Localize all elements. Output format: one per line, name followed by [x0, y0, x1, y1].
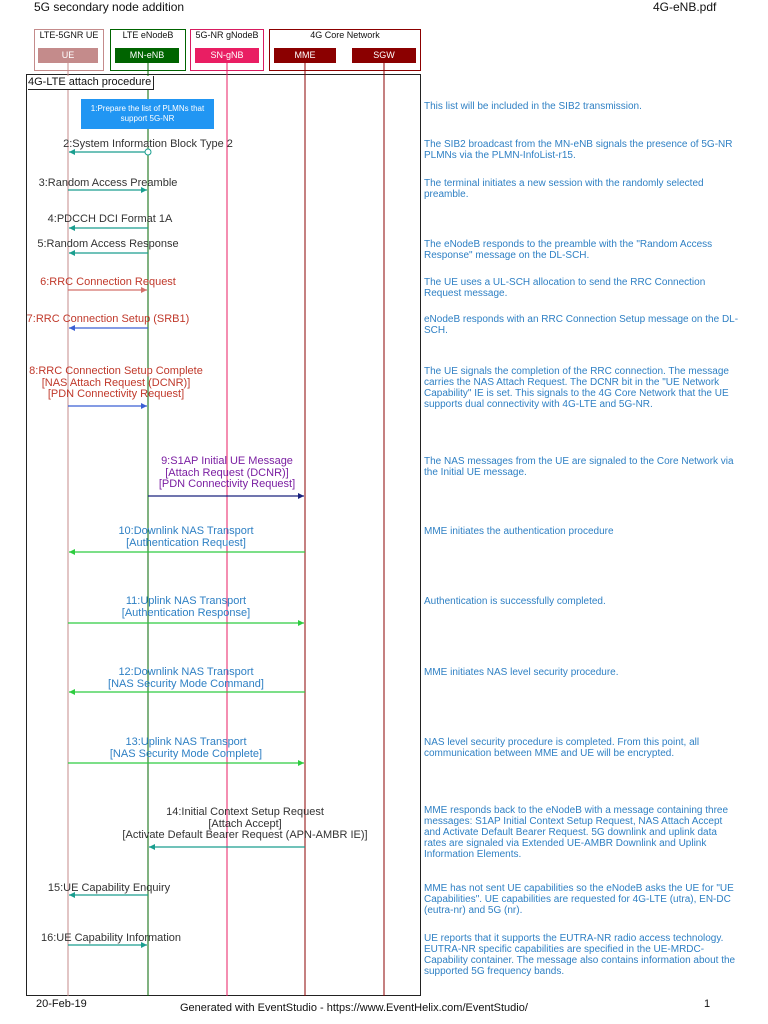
note-9: MME initiates the authentication procedure [424, 526, 614, 537]
file-name: 4G-eNB.pdf [653, 0, 717, 14]
group-label: 5G-NR gNodeB [195, 30, 259, 40]
entity-ue: UE [38, 48, 98, 63]
message-label-16 [30, 933, 192, 945]
message-line: 2:System Information Block Type 2 [63, 138, 233, 150]
message-label-4 [40, 214, 180, 226]
message-line: [Authentication Response] [121, 606, 251, 619]
note-5: The UE uses a UL-SCH allocation to send the RRC Connection Request message. [424, 277, 706, 299]
message-label-5 [30, 239, 186, 251]
message-line: 7:RRC Connection Setup (SRB1) [26, 313, 190, 325]
note-1: This list will be included in the SIB2 transmission. [424, 101, 642, 112]
message-label-14 [100, 807, 390, 842]
note-10: Authentication is successfully completed. [424, 596, 606, 607]
note-13: MME responds back to the eNodeB with a message containing three messages: S1AP Initial Context Setup Request, NAS Attach Accept and Activate Default Bearer Request. 5G downlink and uplink data rates are signaled via Extended UE-AMBR Downlink and Uplink Information Elements. [424, 805, 729, 860]
message-line: 16:UE Capability Information [40, 932, 181, 944]
footer-date: 20-Feb-19 [36, 998, 87, 1010]
message-line: 12:Downlink NAS Transport [118, 666, 254, 678]
message-label-3 [30, 178, 186, 190]
entity-sgw: SGW [352, 48, 416, 63]
action-box-prepare-plmn-list [81, 99, 214, 129]
entity-mme: MME [274, 48, 336, 63]
group-label: LTE eNodeB [122, 30, 174, 40]
note-7: The UE signals the completion of the RRC connection. The message carries the NAS Attach Request. The DCNR bit in the "UE Network Capability" IE is set. This signals to the 4G Core Network that the UE supports dual connectivity with 4G-LTE and 5G-NR. [424, 366, 729, 410]
message-line: [PDN Connectivity Request] [158, 478, 296, 490]
note-14: MME has not sent UE capabilities so the eNodeB asks the UE for "UE Capabilities". UE capabilities are requested for 4G-LTE (utra), EN-DC (eutra-nr) and 5G (nr). [424, 883, 734, 916]
message-label-15 [36, 883, 182, 895]
group-label: LTE-5GNR UE [39, 30, 99, 40]
message-line: [Attach Request (DCNR)] [165, 466, 289, 479]
message-label-10 [100, 526, 272, 549]
note-11: MME initiates NAS level security procedure. [424, 667, 619, 678]
message-line: [NAS Security Mode Complete] [109, 747, 263, 760]
message-label-9 [142, 456, 312, 491]
message-line: [Activate Default Bearer Request (APN-AMBR IE)] [122, 829, 368, 841]
message-line: 4:PDCCH DCI Format 1A [47, 213, 173, 225]
note-6: eNodeB responds with an RRC Connection Setup message on the DL-SCH. [424, 314, 739, 336]
message-line: [Authentication Request] [126, 536, 246, 549]
message-line: [Attach Accept] [208, 817, 282, 830]
procedure-frame-title: 4G-LTE attach procedure [28, 76, 154, 90]
note-12: NAS level security procedure is completed. From this point, all communication between MME and UE will be encrypted. [424, 737, 700, 759]
action-text: 1:Prepare the list of PLMNs that support 5G-NR [90, 104, 205, 123]
message-label-2 [28, 139, 268, 151]
group-label: 4G Core Network [310, 30, 380, 40]
message-line: 9:S1AP Initial UE Message [161, 455, 293, 467]
message-line: 13:Uplink NAS Transport [125, 736, 247, 748]
message-line: 10:Downlink NAS Transport [118, 525, 254, 537]
note-2: The SIB2 broadcast from the MN-eNB signals the presence of 5G-NR PLMNs via the PLMN-InfoList-r15. [424, 139, 733, 161]
message-label-6 [30, 277, 186, 289]
message-line: [PDN Connectivity Request] [47, 388, 185, 400]
message-label-13 [92, 737, 280, 760]
message-line: [NAS Attach Request (DCNR)] [41, 376, 191, 389]
note-8: The NAS messages from the UE are signaled to the Core Network via the Initial UE message. [424, 456, 734, 478]
message-label-8 [26, 366, 206, 401]
message-label-7 [26, 314, 190, 326]
message-label-11 [100, 596, 272, 619]
footer-generated: Generated with EventStudio - https://www.EventHelix.com/EventStudio/ [180, 1002, 528, 1014]
message-line: 3:Random Access Preamble [38, 177, 178, 189]
message-line: 11:Uplink NAS Transport [125, 595, 247, 607]
note-15: UE reports that it supports the EUTRA-NR radio access technology. EUTRA-NR specific capabilities are specified in the UE-MRDC-Capability container. The message also contains information about the supported 5G frequency bands. [424, 933, 736, 977]
message-line: 14:Initial Context Setup Request [166, 806, 324, 818]
entity-mn-enb: MN-eNB [115, 48, 179, 63]
message-label-12 [92, 667, 280, 690]
message-line: 8:RRC Connection Setup Complete [29, 365, 203, 377]
note-3: The terminal initiates a new session with the randomly selected preamble. [424, 178, 704, 200]
footer-page-number: 1 [704, 998, 711, 1010]
entity-sn-gnb: SN-gNB [195, 48, 259, 63]
message-line: 5:Random Access Response [37, 238, 179, 250]
document-title: 5G secondary node addition [34, 0, 185, 14]
note-4: The eNodeB responds to the preamble with the "Random Access Response" message on the DL-SCH. [424, 239, 713, 261]
message-line: 15:UE Capability Enquiry [47, 882, 171, 894]
message-line: [NAS Security Mode Command] [108, 677, 264, 690]
message-line: 6:RRC Connection Request [40, 276, 176, 288]
